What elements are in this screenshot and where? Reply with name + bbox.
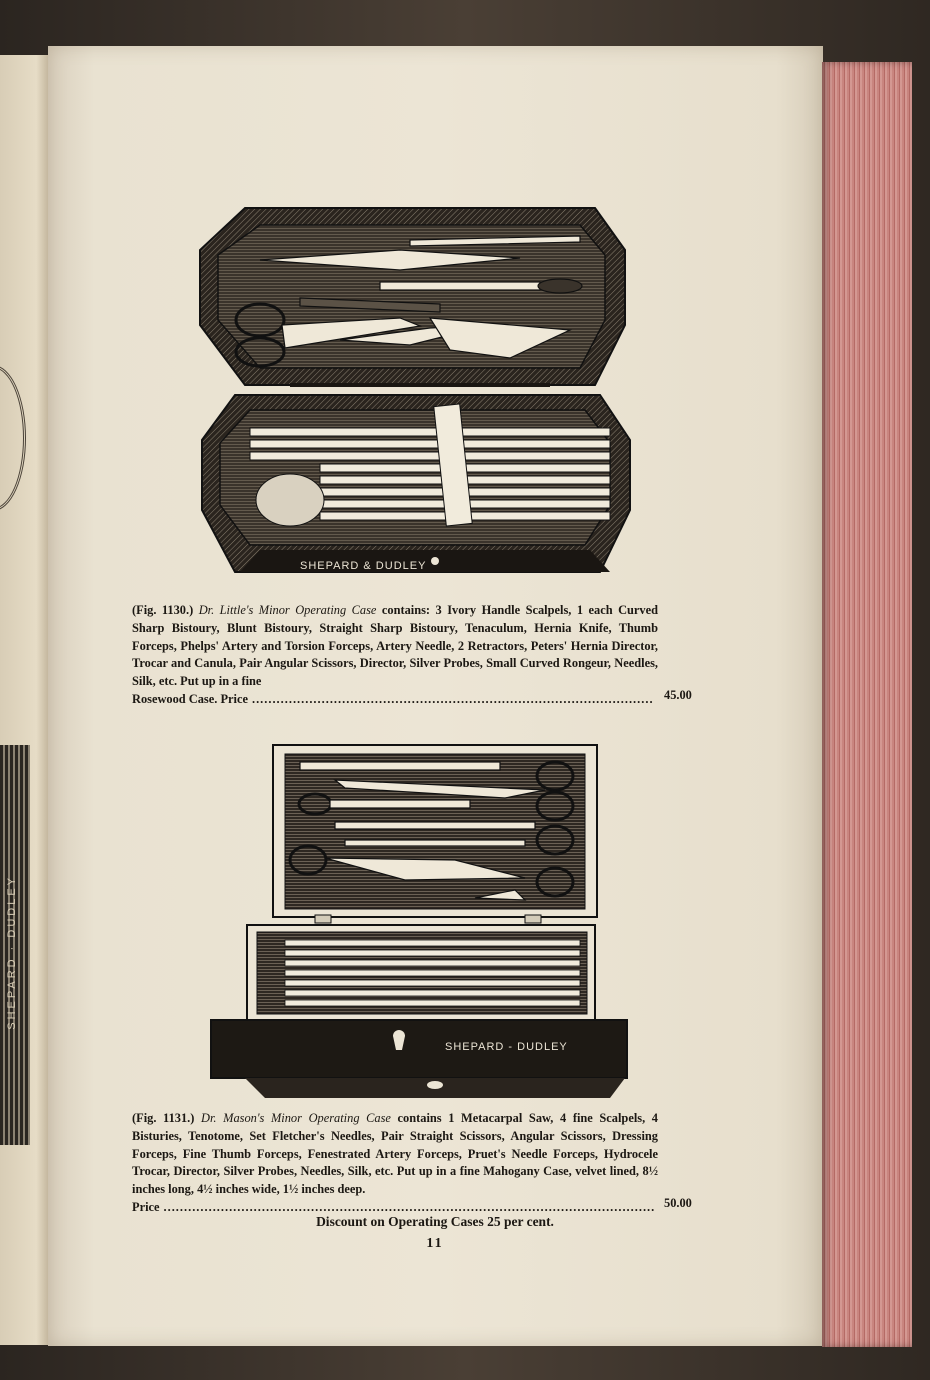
figure-1131-number: (Fig. 1131.) xyxy=(132,1111,195,1125)
page-edges xyxy=(822,62,912,1347)
figure-1131-body: contains 1 Metacarpal Saw, 4 fine Scalpels, 4 Bisturies, Tenotome, Set Fletcher's Needles, Pair Straight Scissors, Angular Scissors, Dressing Forceps, Fine Thumb Forceps, Fenestrated Artery Forceps, Pruet's Needle Forceps, Hydrocele Trocar, Director, Silver Probes, Needles, Silk, etc. Put up in a fine Mahogany Case, velvet lined, 8½ inches long, 4½ inches wide, 1½ inches deep. xyxy=(132,1111,659,1197)
dot-leader xyxy=(252,691,654,709)
figure-1131-brand: SHEPARD - DUDLEY xyxy=(445,1041,568,1053)
figure-1131-illustration xyxy=(205,740,635,1100)
figure-1130-brand: SHEPARD & DUDLEY xyxy=(300,560,427,572)
figure-1130-body: contains: 3 Ivory Handle Scalpels, 1 each Curved Sharp Bistoury, Blunt Bistoury, Straight Sharp Bistoury, Tenaculum, Hernia Knife, Thumb Forceps, Phelps' Artery and Torsion Forceps, Artery Needle, 2 Retractors, Peters' Hernia Director, Trocar and Canula, Pair Angular Scissors, Director, Silver Probes, Small Curved Rongeur, Needles, Silk, etc. Put up in a fine xyxy=(132,603,658,689)
figure-1130-illustration xyxy=(190,200,650,600)
figure-1130-price-label: Rosewood Case. Price xyxy=(132,691,248,706)
left-page-illustration xyxy=(0,365,26,511)
figure-1131-title: Dr. Mason's Minor Operating Case xyxy=(201,1111,391,1125)
figure-1130-price-row xyxy=(132,691,658,709)
discount-note: Discount on Operating Cases 25 per cent. xyxy=(316,1214,554,1229)
left-page-strip-label: SHEPARD · DUDLEY xyxy=(6,875,18,1030)
figure-1131-price-label: Price xyxy=(132,1199,160,1214)
figure-1130-number: (Fig. 1130.) xyxy=(132,603,194,617)
figure-1131-price: 50.00 xyxy=(664,1196,692,1210)
figure-1130-price: 45.00 xyxy=(664,688,692,702)
figure-1130-caption xyxy=(132,602,658,709)
left-page-edge xyxy=(0,55,52,1345)
figure-1130-title: Dr. Little's Minor Operating Case xyxy=(198,603,377,617)
figure-1131-caption xyxy=(132,1110,658,1217)
page-number: 11 xyxy=(426,1236,444,1251)
